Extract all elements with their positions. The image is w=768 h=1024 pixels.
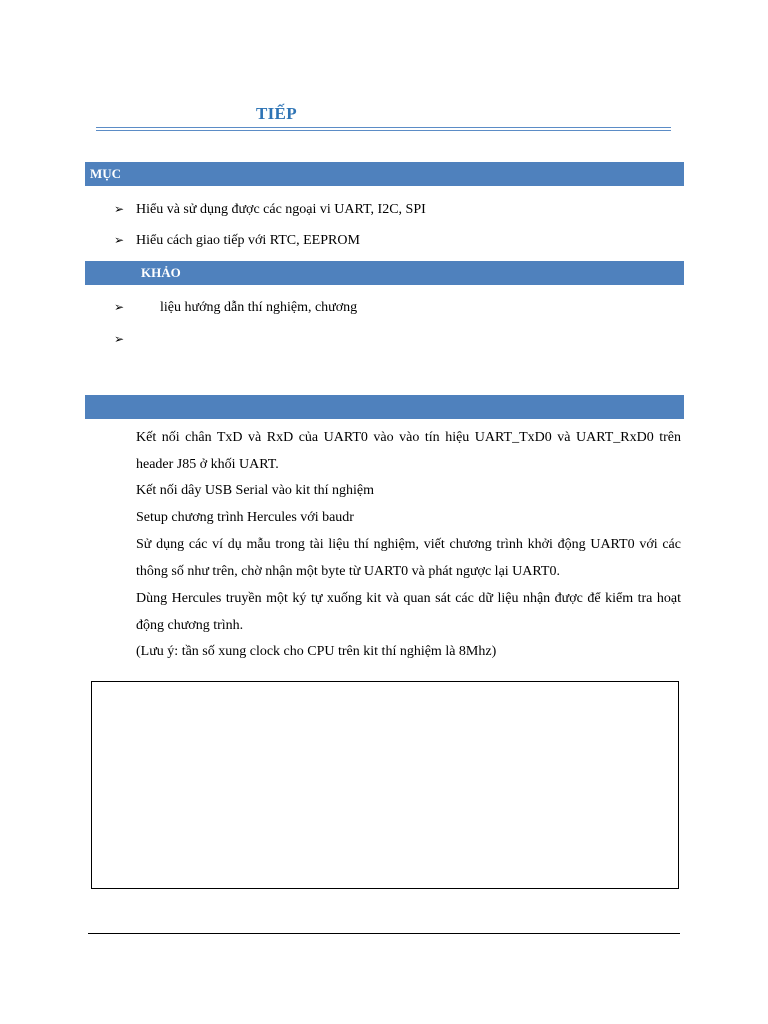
- objectives-heading-bar: [85, 162, 684, 186]
- exercise-paragraph: Dùng Hercules truyền một ký tự xuống kit và quan sát các dữ liệu nhận được để kiểm tra hoạt động chương trình.: [136, 591, 681, 633]
- page-title: TIẾP: [256, 104, 297, 123]
- objective-item-text: Hiểu cách giao tiếp với RTC, EEPROM: [136, 233, 360, 248]
- title-underline-top: [96, 127, 671, 128]
- exercise-paragraph: Sử dụng các ví dụ mẫu trong tài liệu thí nghiệm, viết chương trình khởi động UART0 với các thông số như trên, chờ nhận một byte từ UART0 và phát ngược lại UART0.: [136, 537, 681, 579]
- exercise-paragraph: Kết nối dây USB Serial vào kit thí nghiệm: [136, 483, 374, 498]
- reference-item: [114, 330, 136, 349]
- objective-item: [114, 231, 360, 250]
- arrow-bullet-icon: ➢: [114, 233, 125, 247]
- reference-item: [114, 298, 357, 317]
- exercise-paragraph: Setup chương trình Hercules với baudr: [136, 510, 354, 525]
- references-heading-bar: [85, 261, 684, 285]
- title-underline-bottom: [96, 130, 671, 131]
- arrow-bullet-icon: ➢: [114, 202, 125, 216]
- exercise-paragraph: (Lưu ý: tần số xung clock cho CPU trên kit thí nghiệm là 8Mhz): [136, 644, 497, 659]
- objective-item: [114, 200, 426, 219]
- exercise-heading-bar: [85, 395, 684, 419]
- objectives-heading: MỤC: [90, 166, 122, 181]
- arrow-bullet-icon: ➢: [114, 332, 125, 346]
- footer-rule: [88, 933, 680, 934]
- answer-box: [91, 681, 679, 889]
- references-heading: KHẢO: [141, 265, 181, 280]
- exercise-paragraph: Kết nối chân TxD và RxD của UART0 vào vào tín hiệu UART_TxD0 và UART_RxD0 trên header J85 ở khối UART.: [136, 430, 681, 472]
- objective-item-text: Hiểu và sử dụng được các ngoại vi UART, I2C, SPI: [136, 202, 426, 217]
- reference-item-text: liệu hướng dẫn thí nghiệm, chương: [160, 300, 358, 315]
- arrow-bullet-icon: ➢: [114, 300, 125, 314]
